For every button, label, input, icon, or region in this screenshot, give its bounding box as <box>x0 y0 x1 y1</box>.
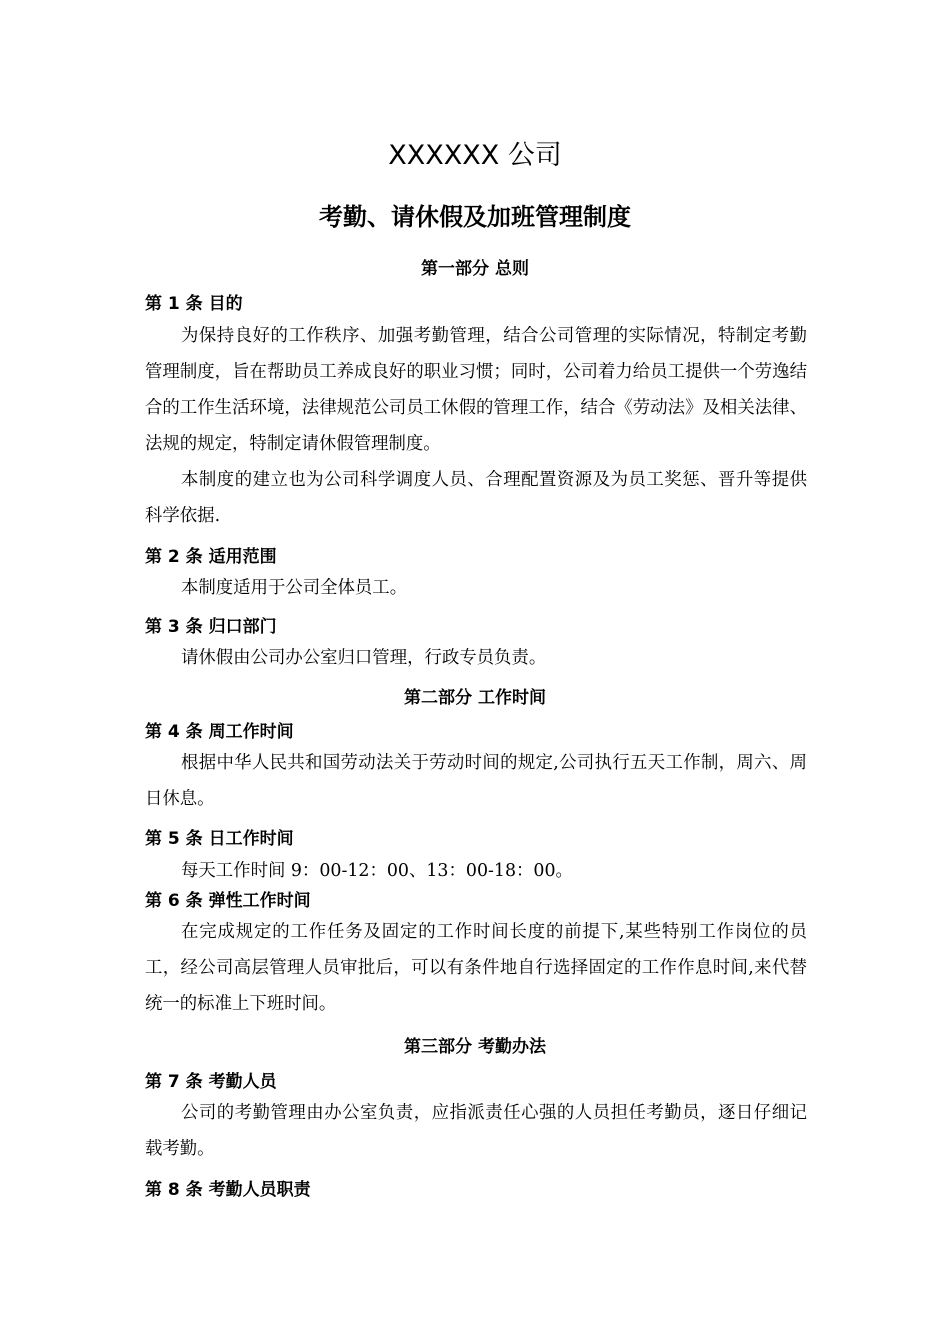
article-heading-2: 第 2 条 适用范围 <box>145 547 277 567</box>
article-6-paragraph: 在完成规定的工作任务及固定的工作时间长度的前提下,某些特别工作岗位的员工，经公司高层管理人员审批后，可以有条件地自行选择固定的工作作息时间,来代替统一的标准上下班时间。 <box>145 922 807 1014</box>
article-7-paragraph: 公司的考勤管理由办公室负责，应指派责任心强的人员担任考勤员，逐日仔细记载考勤。 <box>145 1103 807 1159</box>
article-4-paragraph: 根据中华人民共和国劳动法关于劳动时间的规定,公司执行五天工作制，周六、周日休息。 <box>145 753 807 809</box>
article-heading-3: 第 3 条 归口部门 <box>145 617 277 637</box>
company-title: XXXXXX 公司 <box>388 140 562 171</box>
article-heading-7: 第 7 条 考勤人员 <box>145 1072 277 1092</box>
part-heading-2: 第二部分 工作时间 <box>404 688 546 708</box>
part-heading-1: 第一部分 总则 <box>421 259 529 279</box>
article-heading-1: 第 1 条 目的 <box>145 294 243 314</box>
article-1-paragraph-2: 本制度的建立也为公司科学调度人员、合理配置资源及为员工奖惩、晋升等提供科学依据. <box>145 470 807 526</box>
article-heading-5: 第 5 条 日工作时间 <box>145 829 294 849</box>
article-heading-8: 第 8 条 考勤人员职责 <box>145 1180 311 1200</box>
article-1-paragraph-1: 为保持良好的工作秩序、加强考勤管理，结合公司管理的实际情况，特制定考勤管理制度，旨在帮助员工养成良好的职业习惯；同时，公司着力给员工提供一个劳逸结合的工作生活环境，法律规范公司员工休假的管理工作，结合《劳动法》及相关法律、法规的规定，特制定请休假管理制度。 <box>145 326 807 454</box>
article-2-paragraph: 本制度适用于公司全体员工。 <box>181 578 408 598</box>
document-title: 考勤、请休假及加班管理制度 <box>319 203 631 231</box>
article-5-paragraph: 每天工作时间 9：00-12：00、13：00-18：00。 <box>181 861 573 881</box>
article-heading-6: 第 6 条 弹性工作时间 <box>145 891 311 911</box>
article-3-paragraph: 请休假由公司办公室归口管理，行政专员负责。 <box>181 648 547 668</box>
part-heading-3: 第三部分 考勤办法 <box>404 1037 546 1057</box>
article-heading-4: 第 4 条 周工作时间 <box>145 722 294 742</box>
